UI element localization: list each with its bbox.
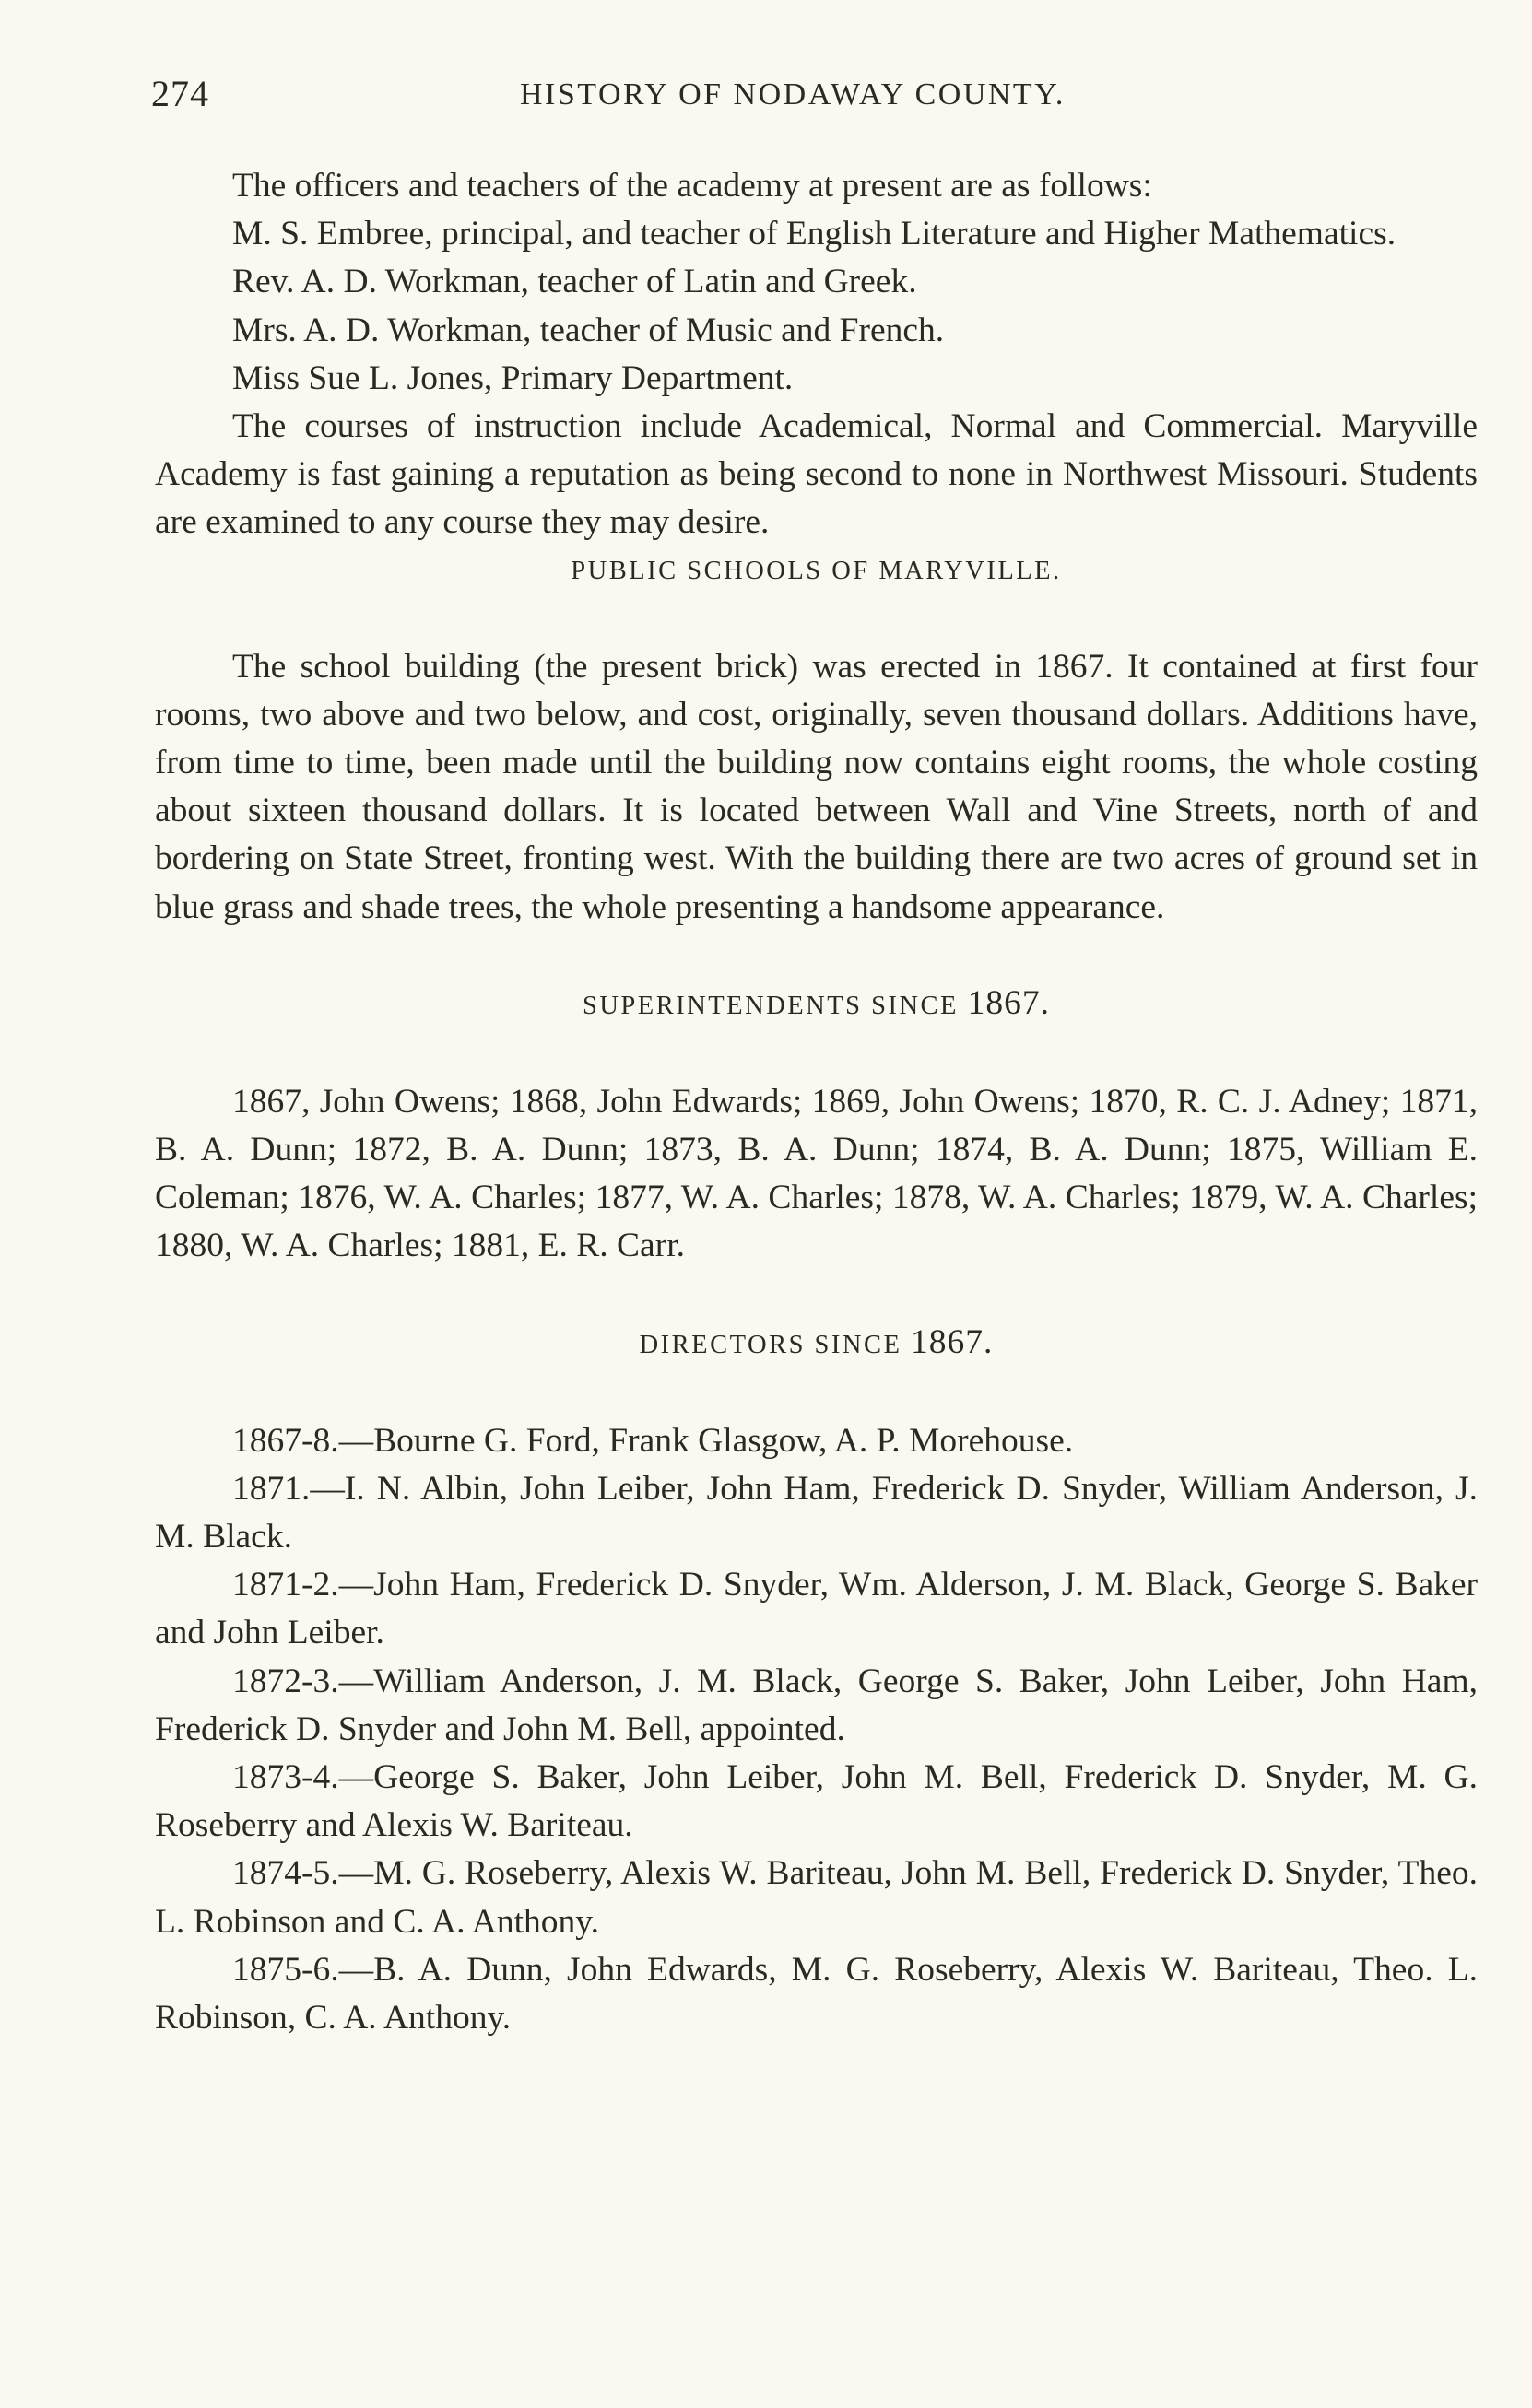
academy-staff-latin: Rev. A. D. Workman, teacher of Latin and Greek. (232, 263, 917, 301)
academy-staff-principal: M. S. Embree, principal, and teacher of English Literature and Higher Mathematics. (232, 215, 1396, 253)
public-schools-heading: PUBLIC SCHOOLS OF MARYVILLE. (571, 556, 1062, 585)
directors-entry: 1873-4.—George S. Baker, John Leiber, John M. Bell, Frederick D. Snyder, M. G. Roseberry and Alexis W. Bariteau. (155, 1758, 1478, 1845)
directors-heading (155, 1319, 1478, 1369)
directors-entry: 1872-3.—William Anderson, J. M. Black, George S. Baker, John Leiber, John Ham, Frederick D. Snyder and John M. Bell, appointed. (155, 1662, 1478, 1748)
public-schools-paragraph: The school building (the present brick) was erected in 1867. It contained at first four rooms, two above and two below, and cost, originally, seven thousand dollars. Additions have, from time to time, been made until the building now contains eight rooms, the whole costing about sixteen thousand dollars. It is located between Wall and Vine Streets, north of and bordering on State Street, fronting west. With the building there are two acres of ground set in blue grass and shade trees, the whole presenting a handsome appearance. (155, 647, 1478, 926)
superintendents-heading-year: 1867. (967, 983, 1050, 1022)
academy-staff-music: Mrs. A. D. Workman, teacher of Music and French. (232, 311, 945, 349)
directors-entry: 1875-6.—B. A. Dunn, John Edwards, M. G. Roseberry, Alexis W. Bariteau, Theo. L. Robinson, C. A. Anthony. (155, 1950, 1478, 2038)
academy-courses: The courses of instruction include Academical, Normal and Commercial. Maryville Academy is fast gaining a reputation as being second to none in Northwest Missouri. Students are examined to any course they may desire. (155, 407, 1478, 542)
page-number: 274 (151, 73, 209, 114)
running-title: HISTORY OF NODAWAY COUNTY. (520, 77, 1066, 112)
directors-entry: 1874-5.—M. G. Roseberry, Alexis W. Bariteau, John M. Bell, Frederick D. Snyder, Theo. L. Robinson and C. A. Anthony. (155, 1854, 1478, 1941)
directors-heading-text: DIRECTORS SINCE (639, 1330, 902, 1359)
academy-staff-primary: Miss Sue L. Jones, Primary Department. (232, 358, 794, 397)
directors-entry: 1867-8.—Bourne G. Ford, Frank Glasgow, A. P. Morehouse. (232, 1421, 1074, 1460)
academy-intro: The officers and teachers of the academy at present are as follows: (232, 167, 1152, 205)
superintendents-paragraph: 1867, John Owens; 1868, John Edwards; 1869, John Owens; 1870, R. C. J. Adney; 1871, B. A. Dunn; 1872, B. A. Dunn; 1873, B. A. Dunn; 1874, B. A. Dunn; 1875, William E. Coleman; 1876, W. A. Charles; 1877, W. A. Charles; 1878, W. A. Charles; 1879, W. A. Charles; 1880, W. A. Charles; 1881, E. R. Carr. (155, 1082, 1478, 1265)
running-head (151, 72, 1478, 127)
body-text (155, 162, 1478, 2042)
directors-entry: 1871-2.—John Ham, Frederick D. Snyder, Wm. Alderson, J. M. Black, George S. Baker and John Leiber. (155, 1566, 1478, 1652)
directors-entry: 1871.—I. N. Albin, John Leiber, John Ham, Frederick D. Snyder, William Anderson, J. M. Black. (155, 1469, 1478, 1556)
superintendents-heading (155, 980, 1478, 1030)
directors-heading-year: 1867. (911, 1322, 994, 1361)
superintendents-heading-text: SUPERINTENDENTS SINCE (583, 991, 959, 1020)
